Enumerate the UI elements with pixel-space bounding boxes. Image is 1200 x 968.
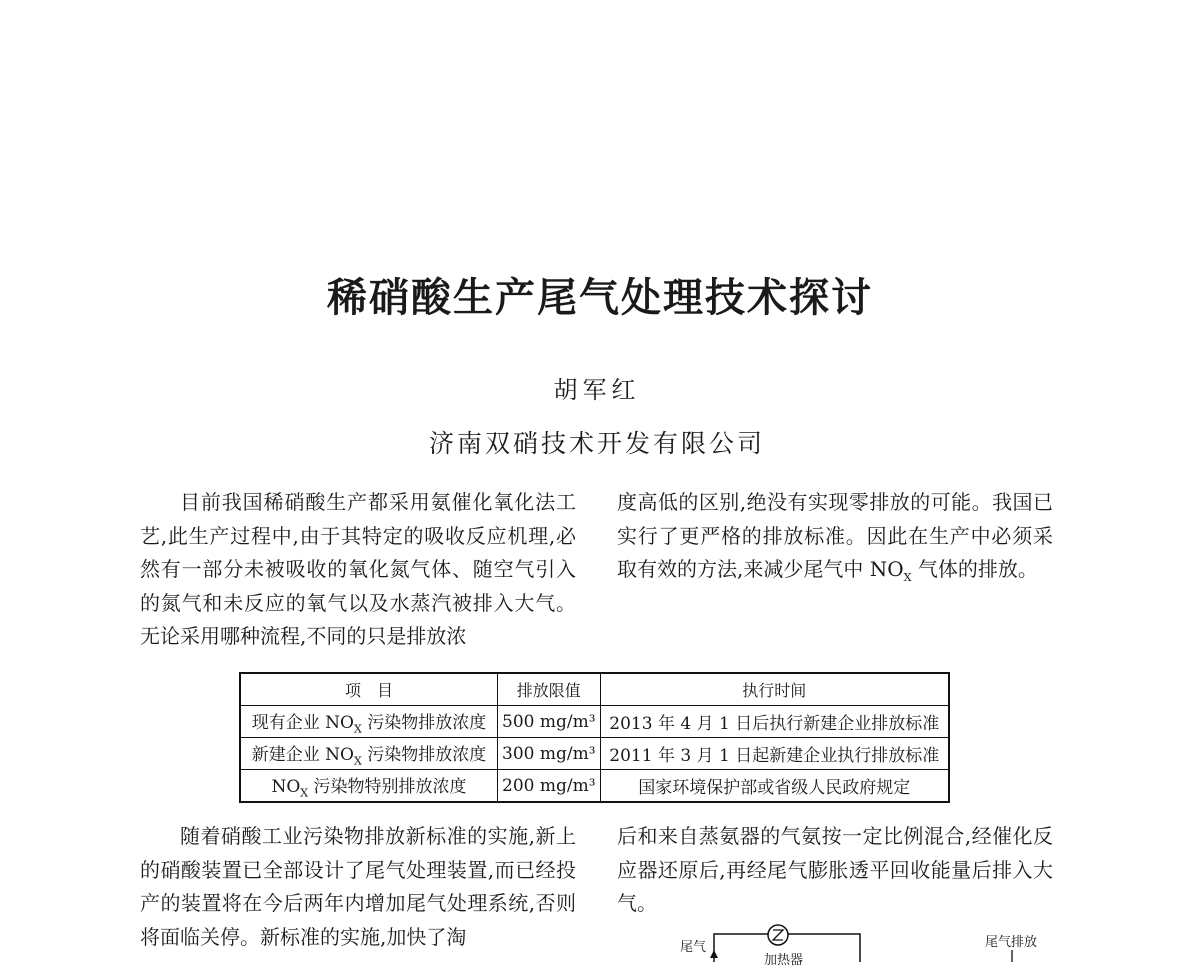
item-text: 现有企业 NO	[251, 712, 354, 733]
row-item	[240, 738, 498, 770]
row-limit: 200 mg/m³	[498, 770, 601, 803]
row-time: 2013 年 4 月 1 日后执行新建企业排放标准	[600, 706, 949, 738]
row-limit: 500 mg/m³	[498, 706, 601, 738]
tail-gas-label: 尾气	[680, 940, 707, 955]
header-time: 执行时间	[600, 673, 949, 706]
exhaust-label: 尾气排放	[985, 935, 1038, 950]
item-text: 新建企业 NO	[251, 744, 354, 765]
intro-paragraph-continued	[617, 486, 1053, 595]
heater-label: 加热器	[764, 953, 804, 968]
page-title: 稀硝酸生产尾气处理技术探讨	[327, 275, 873, 321]
table-row	[240, 738, 949, 770]
table-row	[240, 770, 949, 803]
nox-subscript: X	[903, 571, 912, 585]
emission-standards-table	[239, 672, 950, 803]
author-name: 胡军红	[553, 376, 641, 404]
intro-paragraph: 目前我国稀硝酸生产都采用氨催化氧化法工艺,此生产过程中,由于其特定的吸收反应机理,必然有一部分未被吸收的氧化氮气体、随空气引入的氮气和未反应的氧气以及水蒸汽被排入大气。无论采用哪种流程,不同的只是排放浓	[140, 490, 576, 649]
body-right-column	[617, 820, 1053, 921]
author-affiliation: 济南双硝技术开发有限公司	[428, 429, 765, 458]
header-item: 项 目	[240, 673, 498, 706]
row-time: 国家环境保护部或省级人民政府规定	[600, 770, 949, 803]
row-limit: 300 mg/m³	[498, 738, 601, 770]
item-sub: X	[353, 722, 362, 736]
table-header-row	[240, 673, 949, 706]
flow-arrow-icon	[710, 950, 718, 958]
process-flow-diagram	[660, 920, 1080, 968]
header-limit: 排放限值	[498, 673, 601, 706]
item-text: NO	[271, 776, 301, 797]
item-text: 污染物特别排放浓度	[308, 776, 467, 797]
intro-text-b: 气体的排放。	[911, 557, 1038, 582]
item-text: 污染物排放浓度	[361, 744, 487, 765]
row-time: 2011 年 3 月 1 日起新建企业执行排放标准	[600, 738, 949, 770]
body-left-column	[140, 820, 576, 954]
item-text: 污染物排放浓度	[361, 712, 487, 733]
table-row	[240, 706, 949, 738]
body-paragraph: 随着硝酸工业污染物排放新标准的实施,新上的硝酸装置已全部设计了尾气处理装置,而已经投产的装置将在今后两年内增加尾气处理系统,否则将面临关停。新标准的实施,加快了淘	[140, 824, 576, 949]
row-item	[240, 770, 498, 803]
item-sub: X	[353, 754, 362, 768]
intro-text-a: 度高低的区别,绝没有实现零排放的可能。我国已实行了更严格的排放标准。因此在生产中必须采取有效的方法,来减少尾气中 NO	[617, 490, 1053, 582]
body-paragraph-continued: 后和来自蒸氨器的气氨按一定比例混合,经催化反应器还原后,再经尾气膨胀透平回收能量后排入大气。	[617, 824, 1053, 916]
item-sub: X	[300, 786, 309, 800]
intro-right-column	[617, 486, 1053, 595]
row-item	[240, 706, 498, 738]
intro-left-column	[140, 486, 576, 654]
